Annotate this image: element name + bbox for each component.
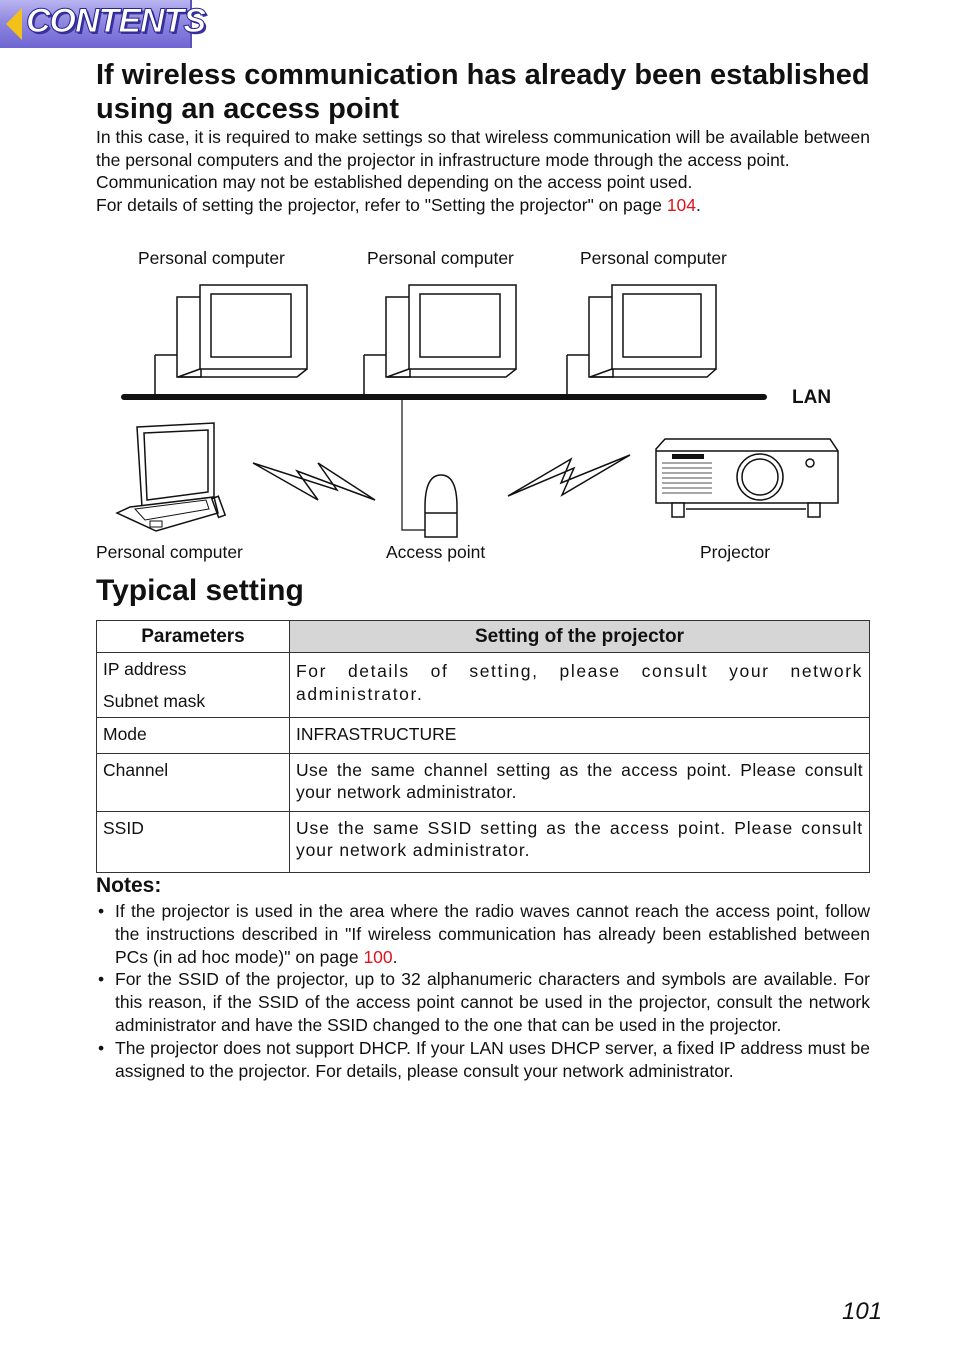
table-row: [97, 811, 870, 872]
param-ssid: SSID: [97, 811, 290, 872]
bullet: •: [98, 1037, 105, 1058]
section-title: Typical setting: [96, 574, 304, 607]
contents-button[interactable]: [0, 0, 205, 48]
notes-list: [96, 900, 870, 1082]
projector-icon: [656, 439, 838, 517]
page-link-100[interactable]: 100: [363, 946, 393, 967]
list-item: [96, 1037, 870, 1083]
page-title: If wireless communication has already been established using an access point: [96, 59, 870, 125]
pc-label-top-3: Personal computer: [580, 248, 727, 268]
list-item: [96, 900, 870, 968]
desktop-computer-icon: [364, 285, 516, 395]
note-text: If the projector is used in the area where the radio waves cannot reach the access point, follow the instructions described in "If wireless communication has already been established between PCs (in ad hoc mode)" on page: [115, 901, 870, 967]
note-text: For the SSID of the projector, up to 32 alphanumeric characters and symbols are available. For this reason, if the SSID of the access point cannot be used in the projector, consult the network administrator and have the SSID changed to the one that can be used in the projector.: [115, 969, 870, 1035]
table-row: [97, 753, 870, 811]
param-channel: Channel: [97, 753, 290, 811]
pc-label-top-2: Personal computer: [367, 248, 514, 268]
desktop-computer-icon: [567, 285, 716, 395]
param-subnet-mask: Subnet mask: [103, 691, 206, 711]
projector-brand-badge: [672, 454, 704, 459]
page-number: 101: [842, 1298, 883, 1325]
list-item: [96, 968, 870, 1036]
table-header-row: [97, 621, 870, 653]
intro-paragraph-3-text: For details of setting the projector, refer to "Setting the projector" on page: [96, 194, 667, 215]
intro-paragraph-1: In this case, it is required to make settings so that wireless communication will be available between the personal computers and the projector in infrastructure mode through the access point.: [96, 127, 870, 170]
note-text-end: .: [392, 946, 398, 967]
note-text: The projector does not support DHCP. If your LAN uses DHCP server, a fixed IP address must be assigned to the projector. For details, please consult your network administrator.: [115, 1037, 870, 1081]
laptop-icon: [117, 423, 225, 531]
value-cell: For details of setting, please consult your network administrator.: [290, 653, 870, 718]
network-diagram: [90, 245, 870, 570]
access-point-icon: [425, 475, 457, 537]
page-link-104[interactable]: 104: [666, 194, 697, 215]
intro-paragraph-3-end: .: [696, 194, 701, 215]
param-mode: Mode: [97, 718, 290, 754]
header-setting: Setting of the projector: [290, 621, 870, 653]
settings-table: [96, 620, 870, 873]
projector-label: Projector: [700, 542, 771, 562]
bullet: •: [98, 969, 105, 990]
intro-paragraph-3: [96, 194, 870, 217]
desktop-computer-icon: [155, 285, 307, 395]
wireless-signal-icon: [253, 463, 375, 500]
notes-title: Notes:: [96, 874, 162, 897]
param-ip-address: IP address: [103, 659, 187, 679]
contents-label: CONTENTS: [26, 2, 205, 40]
wireless-signal-icon: [508, 455, 630, 496]
value-cell: Use the same channel setting as the access point. Please consult your network administrator.: [290, 753, 870, 811]
value-cell: INFRASTRUCTURE: [290, 718, 870, 754]
pc-label-bottom: Personal computer: [96, 542, 243, 562]
diagram-drawing: [90, 245, 870, 570]
table-row: [97, 653, 870, 718]
table-row: [97, 718, 870, 754]
intro-text: [96, 126, 870, 216]
intro-paragraph-2: Communication may not be established depending on the access point used.: [96, 172, 693, 192]
back-arrow-icon: [6, 8, 22, 40]
pc-label-top-1: Personal computer: [138, 248, 285, 268]
bullet: •: [98, 901, 105, 921]
access-point-label: Access point: [386, 542, 486, 562]
param-cell: [97, 653, 290, 718]
value-cell: Use the same SSID setting as the access point. Please consult your network administrator.: [290, 811, 870, 872]
header-parameters: Parameters: [97, 621, 290, 653]
lan-label: LAN: [792, 387, 832, 408]
